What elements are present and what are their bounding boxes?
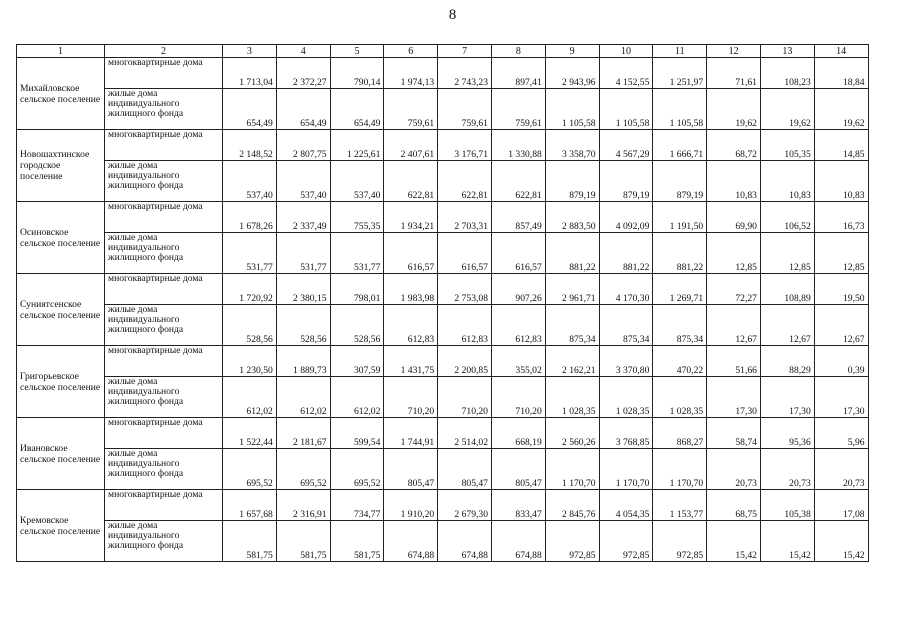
table-row: [17, 418, 869, 449]
table-row: [17, 521, 869, 562]
table-cell: 833,47: [491, 490, 545, 521]
table-cell: 2 181,67: [276, 418, 330, 449]
table-cell: 3 768,85: [599, 418, 653, 449]
table-cell: 4 092,09: [599, 202, 653, 233]
column-number-row: [17, 45, 869, 58]
table-cell: 2 380,15: [276, 274, 330, 305]
table-cell: 759,61: [384, 89, 438, 130]
table-cell: 2 407,61: [384, 130, 438, 161]
table-cell: 3 358,70: [545, 130, 599, 161]
table-cell: 805,47: [384, 449, 438, 490]
column-header: 1: [17, 45, 105, 58]
table-cell: 2 883,50: [545, 202, 599, 233]
table-cell: 612,02: [223, 377, 277, 418]
table-cell: 16,73: [814, 202, 868, 233]
table-cell: 95,36: [760, 418, 814, 449]
table-cell: 695,52: [276, 449, 330, 490]
table-cell: 68,72: [707, 130, 761, 161]
table-cell: 105,35: [760, 130, 814, 161]
table-cell: 1 251,97: [653, 58, 707, 89]
table-cell: 599,54: [330, 418, 384, 449]
table-cell: 879,19: [599, 161, 653, 202]
settlement-name: Григорьевское сельское поселение: [17, 346, 105, 418]
table-cell: 2 807,75: [276, 130, 330, 161]
table-cell: 88,29: [760, 346, 814, 377]
table-cell: 68,75: [707, 490, 761, 521]
table-cell: 612,83: [491, 305, 545, 346]
housing-type: жилые дома индивидуального жилищного фонда: [105, 377, 223, 418]
table-row: [17, 449, 869, 490]
table-cell: 4 567,29: [599, 130, 653, 161]
table-cell: 2 961,71: [545, 274, 599, 305]
table-cell: 72,27: [707, 274, 761, 305]
column-header: 5: [330, 45, 384, 58]
table-cell: 528,56: [276, 305, 330, 346]
table-cell: 1 889,73: [276, 346, 330, 377]
table-cell: 1 330,88: [491, 130, 545, 161]
table-cell: 759,61: [438, 89, 492, 130]
table-cell: 12,67: [814, 305, 868, 346]
table-row: [17, 346, 869, 377]
table-cell: 1 657,68: [223, 490, 277, 521]
table-cell: 612,02: [276, 377, 330, 418]
settlement-name: Осиновское сельское поселение: [17, 202, 105, 274]
settlement-name: Кремовское сельское поселение: [17, 490, 105, 562]
table-cell: 10,83: [707, 161, 761, 202]
table-cell: 805,47: [491, 449, 545, 490]
table-cell: 674,88: [438, 521, 492, 562]
table-cell: 106,52: [760, 202, 814, 233]
table-cell: 612,83: [384, 305, 438, 346]
table-cell: 881,22: [545, 233, 599, 274]
table-cell: 581,75: [223, 521, 277, 562]
table-cell: 17,30: [707, 377, 761, 418]
table-cell: 2 845,76: [545, 490, 599, 521]
table-cell: 10,83: [760, 161, 814, 202]
table-cell: 2 372,27: [276, 58, 330, 89]
table-row: [17, 233, 869, 274]
table-cell: 12,85: [707, 233, 761, 274]
table-cell: 1 170,70: [653, 449, 707, 490]
table-cell: 881,22: [599, 233, 653, 274]
table-row: [17, 58, 869, 89]
table-cell: 1 974,13: [384, 58, 438, 89]
table-cell: 581,75: [276, 521, 330, 562]
table-cell: 108,89: [760, 274, 814, 305]
table-cell: 1 028,35: [545, 377, 599, 418]
table-cell: 654,49: [223, 89, 277, 130]
table-row: [17, 377, 869, 418]
housing-type: жилые дома индивидуального жилищного фонда: [105, 161, 223, 202]
table-cell: 654,49: [276, 89, 330, 130]
table-cell: 875,34: [545, 305, 599, 346]
table-cell: 881,22: [653, 233, 707, 274]
table-cell: 2 337,49: [276, 202, 330, 233]
column-header: 8: [491, 45, 545, 58]
column-header: 6: [384, 45, 438, 58]
table-cell: 654,49: [330, 89, 384, 130]
table-cell: 1 666,71: [653, 130, 707, 161]
table-cell: 907,26: [491, 274, 545, 305]
table-cell: 12,67: [707, 305, 761, 346]
table-cell: 14,85: [814, 130, 868, 161]
table-cell: 798,01: [330, 274, 384, 305]
table-cell: 15,42: [760, 521, 814, 562]
table-cell: 15,42: [707, 521, 761, 562]
table-cell: 805,47: [438, 449, 492, 490]
table-cell: 2 316,91: [276, 490, 330, 521]
table-cell: 10,83: [814, 161, 868, 202]
table-cell: 1 910,20: [384, 490, 438, 521]
table-cell: 19,50: [814, 274, 868, 305]
table-cell: 537,40: [223, 161, 277, 202]
table-cell: 20,73: [760, 449, 814, 490]
table-cell: 531,77: [223, 233, 277, 274]
housing-type: жилые дома индивидуального жилищного фонда: [105, 89, 223, 130]
table-cell: 2 200,85: [438, 346, 492, 377]
table-cell: 2 162,21: [545, 346, 599, 377]
table-cell: 1 153,77: [653, 490, 707, 521]
column-header: 7: [438, 45, 492, 58]
housing-type: многоквартирные дома: [105, 418, 223, 449]
table-cell: 674,88: [491, 521, 545, 562]
table-cell: 307,59: [330, 346, 384, 377]
table-cell: 734,77: [330, 490, 384, 521]
housing-type: многоквартирные дома: [105, 274, 223, 305]
table-row: [17, 89, 869, 130]
column-header: 4: [276, 45, 330, 58]
table-cell: 1 170,70: [599, 449, 653, 490]
table-row: [17, 161, 869, 202]
table-cell: 17,08: [814, 490, 868, 521]
table-cell: 759,61: [491, 89, 545, 130]
table-cell: 695,52: [223, 449, 277, 490]
column-header: 12: [707, 45, 761, 58]
table-body: [17, 58, 869, 562]
column-header: 14: [814, 45, 868, 58]
table-cell: 537,40: [276, 161, 330, 202]
column-header: 2: [105, 45, 223, 58]
table-cell: 1 431,75: [384, 346, 438, 377]
table-cell: 1 105,58: [653, 89, 707, 130]
tariff-table: [16, 44, 869, 562]
table-cell: 616,57: [438, 233, 492, 274]
settlement-name: Новошахтинское городское поселение: [17, 130, 105, 202]
table-cell: 17,30: [760, 377, 814, 418]
table-cell: 105,38: [760, 490, 814, 521]
table-cell: 51,66: [707, 346, 761, 377]
table-cell: 5,96: [814, 418, 868, 449]
housing-type: жилые дома индивидуального жилищного фонда: [105, 449, 223, 490]
table-cell: 790,14: [330, 58, 384, 89]
table-cell: 0,39: [814, 346, 868, 377]
table-cell: 2 514,02: [438, 418, 492, 449]
table-cell: 1 720,92: [223, 274, 277, 305]
table-cell: 612,83: [438, 305, 492, 346]
column-header: 13: [760, 45, 814, 58]
table-cell: 528,56: [330, 305, 384, 346]
table-row: [17, 274, 869, 305]
table-cell: 2 703,31: [438, 202, 492, 233]
table-cell: 612,02: [330, 377, 384, 418]
table-cell: 879,19: [545, 161, 599, 202]
housing-type: многоквартирные дома: [105, 490, 223, 521]
table-cell: 616,57: [491, 233, 545, 274]
table-cell: 1 934,21: [384, 202, 438, 233]
table-cell: 19,62: [814, 89, 868, 130]
table-cell: 1 028,35: [599, 377, 653, 418]
table-cell: 1 105,58: [599, 89, 653, 130]
table-cell: 470,22: [653, 346, 707, 377]
table-cell: 528,56: [223, 305, 277, 346]
table-cell: 12,85: [760, 233, 814, 274]
table-cell: 2 148,52: [223, 130, 277, 161]
table-cell: 3 370,80: [599, 346, 653, 377]
housing-type: жилые дома индивидуального жилищного фонда: [105, 233, 223, 274]
table-cell: 695,52: [330, 449, 384, 490]
column-header: 11: [653, 45, 707, 58]
housing-type: многоквартирные дома: [105, 346, 223, 377]
table-row: [17, 202, 869, 233]
table-cell: 1 269,71: [653, 274, 707, 305]
table-cell: 710,20: [438, 377, 492, 418]
table-cell: 2 753,08: [438, 274, 492, 305]
table-cell: 69,90: [707, 202, 761, 233]
table-cell: 15,42: [814, 521, 868, 562]
table-cell: 19,62: [707, 89, 761, 130]
table-cell: 17,30: [814, 377, 868, 418]
table-cell: 531,77: [330, 233, 384, 274]
table-cell: 108,23: [760, 58, 814, 89]
table-cell: 1 225,61: [330, 130, 384, 161]
table-cell: 3 176,71: [438, 130, 492, 161]
housing-type: жилые дома индивидуального жилищного фонда: [105, 521, 223, 562]
table-cell: 2 943,96: [545, 58, 599, 89]
table-cell: 355,02: [491, 346, 545, 377]
table-cell: 12,85: [814, 233, 868, 274]
table-cell: 674,88: [384, 521, 438, 562]
settlement-name: Суниятсенское сельское поселение: [17, 274, 105, 346]
column-header: 9: [545, 45, 599, 58]
table-row: [17, 305, 869, 346]
table-cell: 1 191,50: [653, 202, 707, 233]
table-row: [17, 130, 869, 161]
table-cell: 531,77: [276, 233, 330, 274]
table-cell: 710,20: [491, 377, 545, 418]
table-cell: 581,75: [330, 521, 384, 562]
table-cell: 1 028,35: [653, 377, 707, 418]
table-cell: 616,57: [384, 233, 438, 274]
table-cell: 857,49: [491, 202, 545, 233]
housing-type: жилые дома индивидуального жилищного фонда: [105, 305, 223, 346]
table-cell: 879,19: [653, 161, 707, 202]
table-cell: 19,62: [760, 89, 814, 130]
housing-type: многоквартирные дома: [105, 130, 223, 161]
table-cell: 868,27: [653, 418, 707, 449]
table-cell: 1 230,50: [223, 346, 277, 377]
table-cell: 1 983,98: [384, 274, 438, 305]
page-number: 8: [448, 7, 457, 23]
settlement-name: Михайловское сельское поселение: [17, 58, 105, 130]
table-cell: 755,35: [330, 202, 384, 233]
housing-type: многоквартирные дома: [105, 58, 223, 89]
table-cell: 4 054,35: [599, 490, 653, 521]
table-row: [17, 490, 869, 521]
column-header: 10: [599, 45, 653, 58]
table-cell: 972,85: [599, 521, 653, 562]
table-cell: 622,81: [438, 161, 492, 202]
table-cell: 972,85: [545, 521, 599, 562]
settlement-name: Ивановское сельское поселение: [17, 418, 105, 490]
table-cell: 897,41: [491, 58, 545, 89]
table-cell: 668,19: [491, 418, 545, 449]
table-cell: 71,61: [707, 58, 761, 89]
table-cell: 4 152,55: [599, 58, 653, 89]
column-header: 3: [223, 45, 277, 58]
table-cell: 1 678,26: [223, 202, 277, 233]
table-cell: 1 105,58: [545, 89, 599, 130]
table-cell: 710,20: [384, 377, 438, 418]
table-cell: 20,73: [707, 449, 761, 490]
table-cell: 622,81: [384, 161, 438, 202]
table-cell: 875,34: [599, 305, 653, 346]
table-cell: 1 522,44: [223, 418, 277, 449]
table-cell: 972,85: [653, 521, 707, 562]
table-cell: 18,84: [814, 58, 868, 89]
table-cell: 58,74: [707, 418, 761, 449]
table-cell: 875,34: [653, 305, 707, 346]
housing-type: многоквартирные дома: [105, 202, 223, 233]
table-cell: 537,40: [330, 161, 384, 202]
table-cell: 20,73: [814, 449, 868, 490]
table-cell: 2 679,30: [438, 490, 492, 521]
table-cell: 1 744,91: [384, 418, 438, 449]
table-cell: 1 170,70: [545, 449, 599, 490]
table-cell: 2 560,26: [545, 418, 599, 449]
table-cell: 622,81: [491, 161, 545, 202]
table-cell: 1 713,04: [223, 58, 277, 89]
table-cell: 4 170,30: [599, 274, 653, 305]
table-cell: 12,67: [760, 305, 814, 346]
table-cell: 2 743,23: [438, 58, 492, 89]
